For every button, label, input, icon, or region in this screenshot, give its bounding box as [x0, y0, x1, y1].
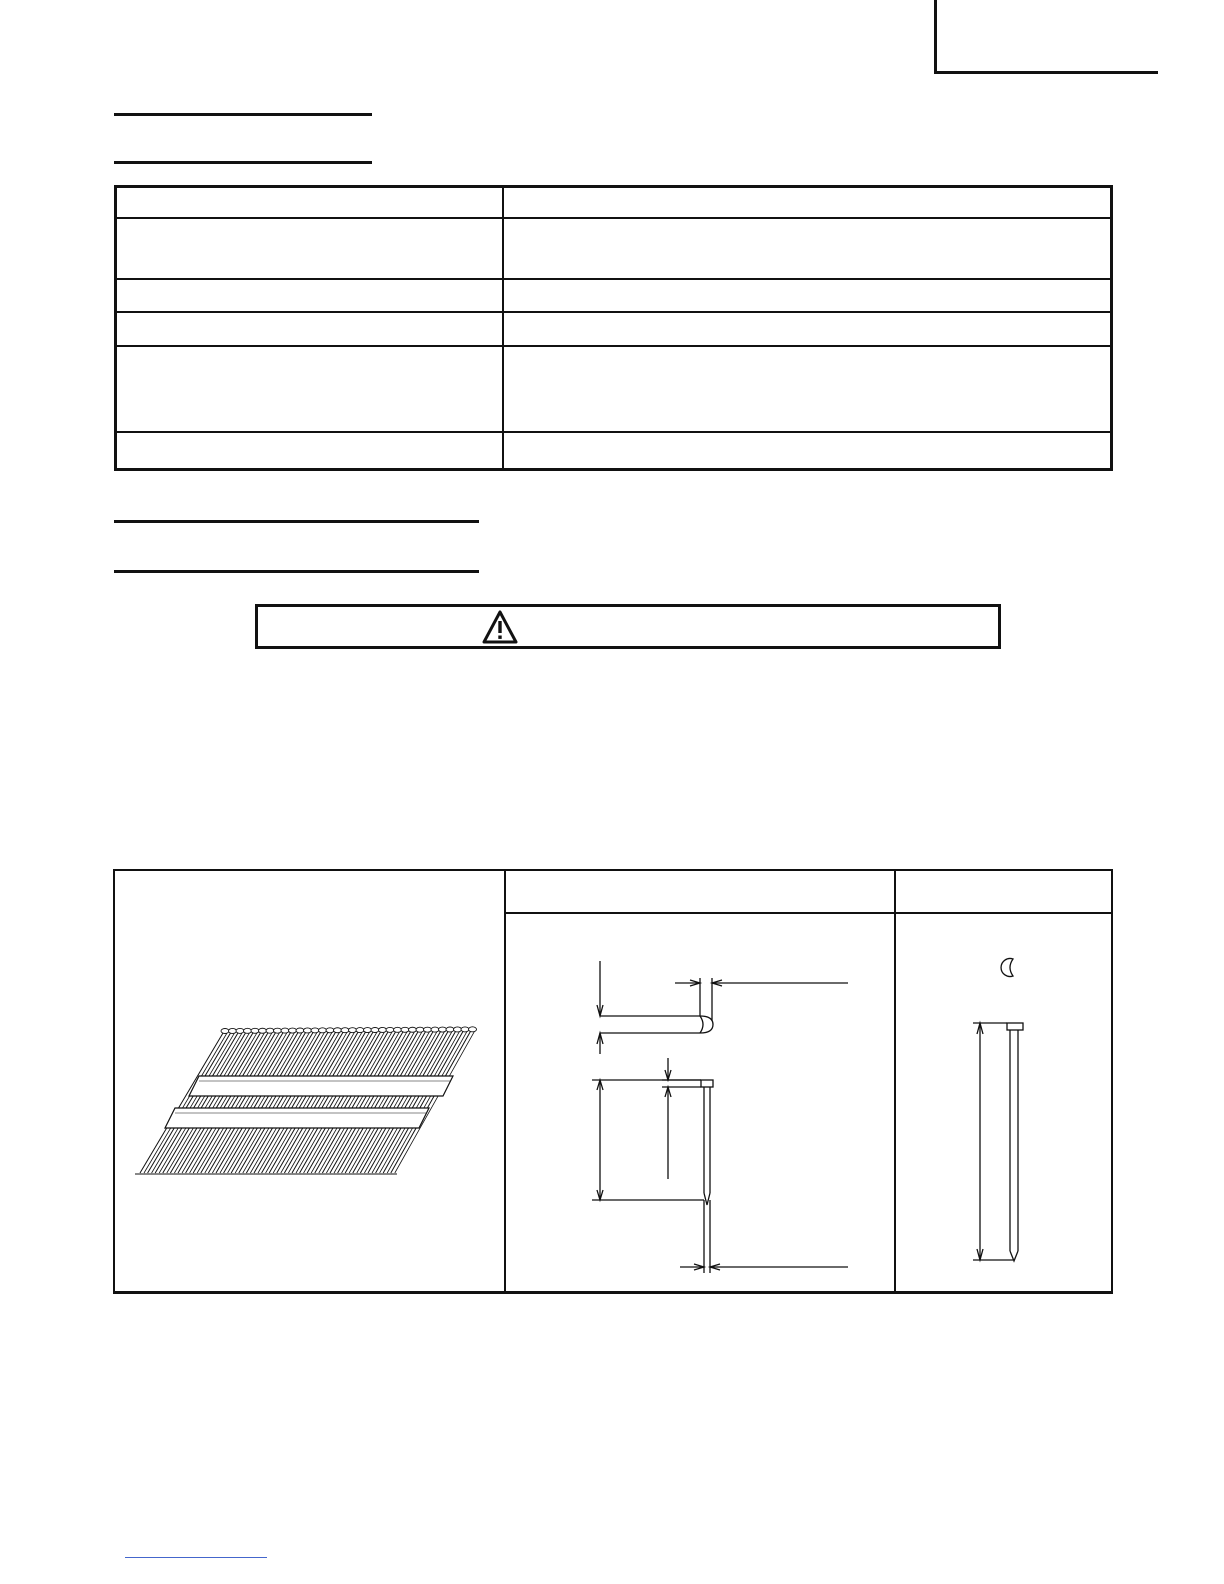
- table-column-divider: [502, 188, 504, 468]
- section-heading-underline: [114, 520, 479, 523]
- table-row: [117, 311, 1110, 313]
- nail-dimension-diagram: [540, 921, 880, 1286]
- table-row: [117, 278, 1110, 280]
- section-heading-underline: [114, 570, 479, 573]
- section-heading-underline: [114, 113, 372, 116]
- caution-box: [255, 604, 1001, 649]
- clipped-head-nail-figure: [955, 951, 1075, 1271]
- table-row: [117, 217, 1110, 219]
- section-heading-underline: [114, 161, 372, 164]
- footer-link-underline: [125, 1557, 267, 1558]
- table-column-divider: [894, 871, 896, 1291]
- warning-triangle-icon: [482, 610, 518, 644]
- collated-nail-strip-figure: [135, 1021, 485, 1181]
- page-corner-tab: [934, 0, 1158, 74]
- table-column-divider: [504, 871, 506, 1291]
- table-row: [117, 431, 1110, 433]
- nail-table: [113, 869, 1113, 1294]
- table-header-divider: [504, 912, 1111, 914]
- specification-table: [114, 185, 1113, 471]
- table-row: [117, 345, 1110, 347]
